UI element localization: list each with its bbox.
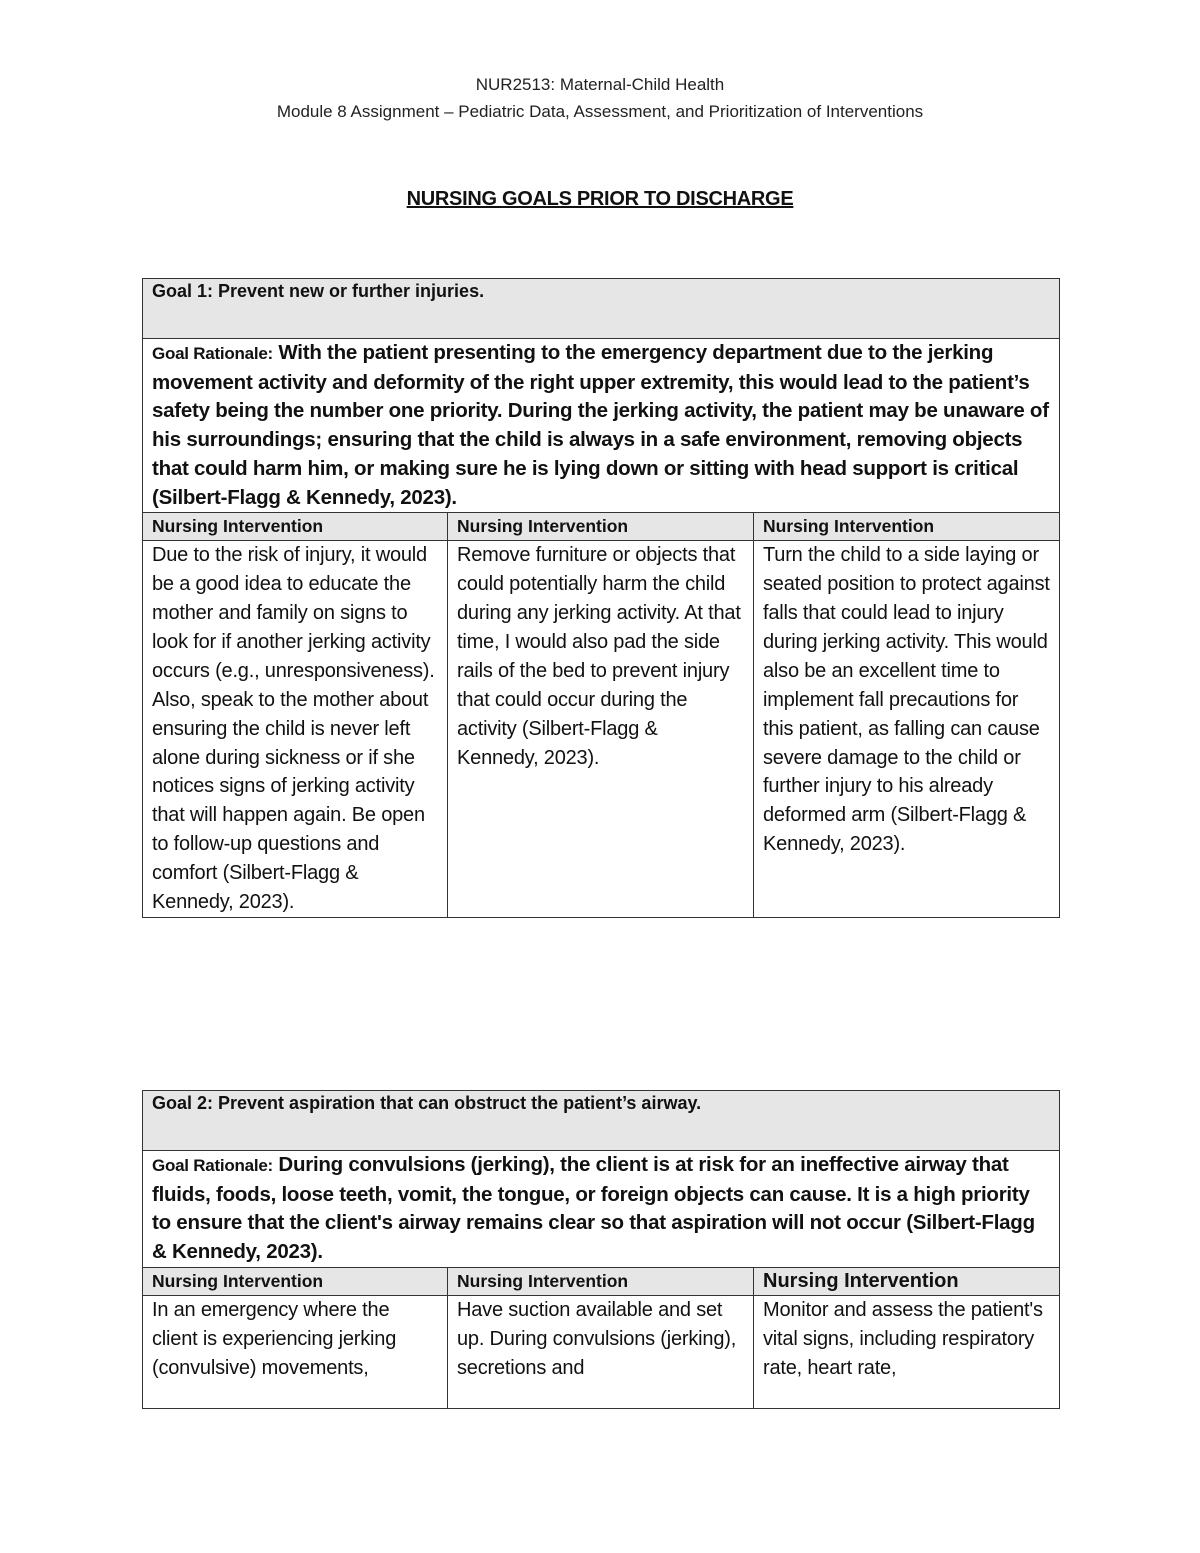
- intervention-heading: Nursing Intervention: [754, 513, 1060, 541]
- intervention-body-row: [143, 541, 1060, 918]
- intervention-heading: Nursing Intervention: [754, 1267, 1060, 1295]
- document-title: NURSING GOALS PRIOR TO DISCHARGE: [406, 188, 794, 210]
- intervention-text: Remove furniture or objects that could potentially harm the child during any jerking activity. At that time, I would also pad the side rails of the bed to prevent injury that could occur during the activity (Silbert-Flagg & Kennedy, 2023).: [448, 541, 754, 918]
- intervention-heading: Nursing Intervention: [143, 513, 448, 541]
- rationale-label: Goal Rationale:: [152, 344, 273, 363]
- goal-1-title: Goal 1: Prevent new or further injuries.: [143, 279, 1060, 339]
- module-header: Module 8 Assignment – Pediatric Data, Assessment, and Prioritization of Interventions: [276, 102, 924, 121]
- intervention-heading-row: [143, 513, 1060, 541]
- goal-rationale-row: [143, 1151, 1060, 1268]
- goal-2-table: [142, 1090, 1060, 1409]
- intervention-heading-row: [143, 1267, 1060, 1295]
- goal-title-row: [143, 1091, 1060, 1151]
- course-header: NUR2513: Maternal-Child Health: [475, 75, 725, 94]
- rationale-label: Goal Rationale:: [152, 1156, 273, 1175]
- intervention-heading: Nursing Intervention: [448, 513, 754, 541]
- goal-2-title: Goal 2: Prevent aspiration that can obstruct the patient’s airway.: [143, 1091, 1060, 1151]
- goal-1-table: [142, 278, 1060, 918]
- intervention-heading: Nursing Intervention: [143, 1267, 448, 1295]
- goal-title-row: [143, 279, 1060, 339]
- intervention-heading: Nursing Intervention: [448, 1267, 754, 1295]
- intervention-text: Monitor and assess the patient's vital signs, including respiratory rate, heart rate,: [754, 1295, 1060, 1408]
- goal-1-rationale-text: With the patient presenting to the emergency department due to the jerking movement activity and deformity of the right upper extremity, this would lead to the patient’s safety being the number one priority. During the jerking activity, the patient may be unaware of his surroundings; ensuring that the child is always in a safe environment, removing objects that could harm him, or making sure he is lying down or sitting with head support is critical (Silbert-Flagg & Kennedy, 2023).: [152, 341, 1049, 509]
- intervention-text: Turn the child to a side laying or seated position to protect against falls that could lead to injury during jerking activity. This would also be an excellent time to implement fall precautions for this patient, as falling can cause severe damage to the child or further injury to his already deformed arm (Silbert-Flagg & Kennedy, 2023).: [754, 541, 1060, 918]
- intervention-text: In an emergency where the client is experiencing jerking (convulsive) movements,: [143, 1295, 448, 1408]
- goal-2-rationale-text: During convulsions (jerking), the client is at risk for an ineffective airway that fluids, foods, loose teeth, vomit, the tongue, or foreign objects can cause. It is a high priority to ensure that the client's airway remains clear so that aspiration will not occur (Silbert-Flagg & Kennedy, 2023).: [152, 1153, 1035, 1264]
- intervention-text: Have suction available and set up. During convulsions (jerking), secretions and: [448, 1295, 754, 1408]
- intervention-body-row: [143, 1295, 1060, 1408]
- goal-rationale-row: [143, 339, 1060, 513]
- goal-1-rationale-cell: [143, 339, 1060, 513]
- intervention-text: Due to the risk of injury, it would be a good idea to educate the mother and family on signs to look for if another jerking activity occurs (e.g., unresponsiveness). Also, speak to the mother about ensuring the child is never left alone during sickness or if she notices signs of jerking activity that will happen again. Be open to follow-up questions and comfort (Silbert-Flagg & Kennedy, 2023).: [143, 541, 448, 918]
- goal-2-rationale-cell: [143, 1151, 1060, 1268]
